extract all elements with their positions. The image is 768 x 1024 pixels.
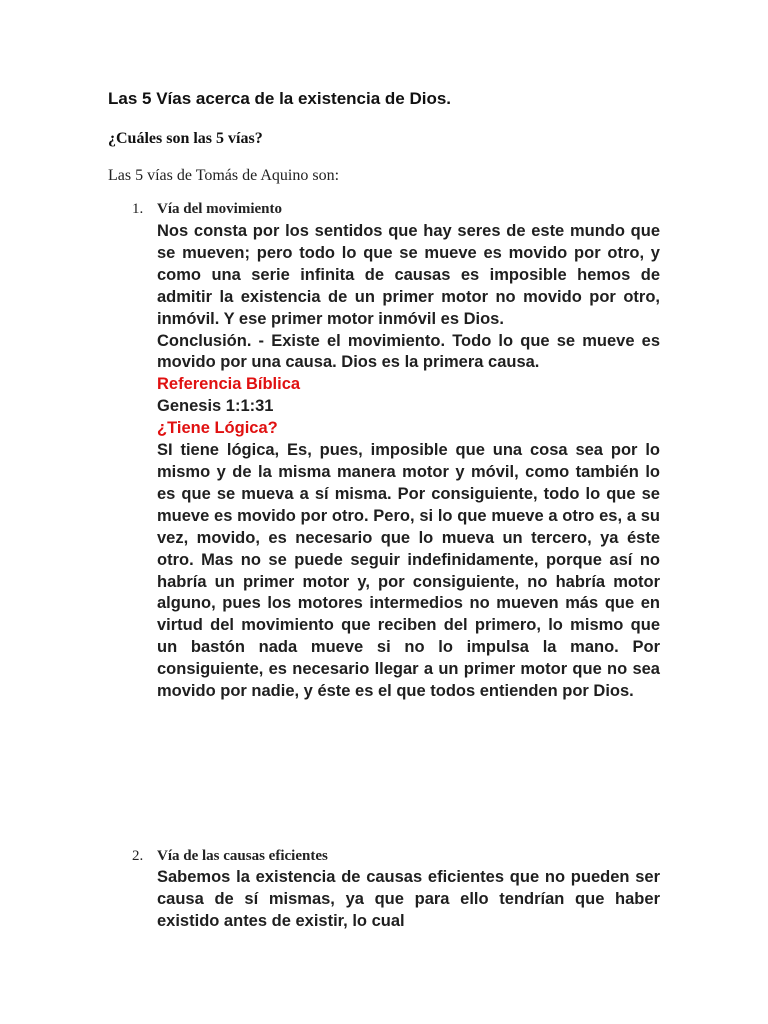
- section-subtitle: ¿Cuáles son las 5 vías?: [108, 130, 263, 147]
- list-item-heading: Vía de las causas eficientes: [157, 848, 328, 864]
- biblical-reference: Genesis 1:1:31: [157, 397, 274, 416]
- list-item-heading: Vía del movimiento: [157, 201, 282, 217]
- intro-text: Las 5 vías de Tomás de Aquino son:: [108, 167, 340, 184]
- item-conclusion: Conclusión. - Existe el movimiento. Todo lo que se mueve es movido por una causa. Dios es la primera causa.: [157, 331, 660, 372]
- list-item-number: 2.: [132, 848, 144, 864]
- logic-explanation: SI tiene lógica, Es, pues, imposible que una cosa sea por lo mismo y de la misma manera motor y móvil, como también lo es que se mueva a sí misma. Por consiguiente, todo lo que se mueve es movido por otro. Pero, si lo que mueve a otro es, a su vez, movido, es necesario que lo mueva un tercero, ya éste otro. Mas no se puede seguir indefinidamente, porque así no habría un primer motor y, por consiguiente, no habría motor alguno, pues los motores intermedios no mueven más que en virtud del movimiento que reciben del primero, lo mismo que un bastón nada mueve si no lo impulsa la mano. Por consiguiente, es necesario llegar a un primer motor que no sea movido por nadie, y éste es el que todos entienden por Dios.: [157, 441, 660, 701]
- item-paragraph: Nos consta por los sentidos que hay seres de este mundo que se mueven; pero todo lo que se mueve es movido por otro, y como una serie infinita de causas es imposible hemos de admitir la existencia de un primer motor no movido por otro, inmóvil. Y ese primer motor inmóvil es Dios.: [157, 222, 660, 328]
- item-paragraph: Sabemos la existencia de causas eficientes que no pueden ser causa de sí mismas, ya que para ello tendrían que haber existido antes de existir, lo cual: [157, 868, 660, 930]
- list-item-body: [157, 867, 660, 933]
- list-item-number: 1.: [132, 201, 144, 217]
- document-title: Las 5 Vías acerca de la existencia de Dios.: [108, 89, 452, 108]
- list-item-body: [157, 221, 660, 703]
- logic-question-label: ¿Tiene Lógica?: [157, 419, 278, 438]
- biblical-reference-label: Referencia Bíblica: [157, 375, 301, 394]
